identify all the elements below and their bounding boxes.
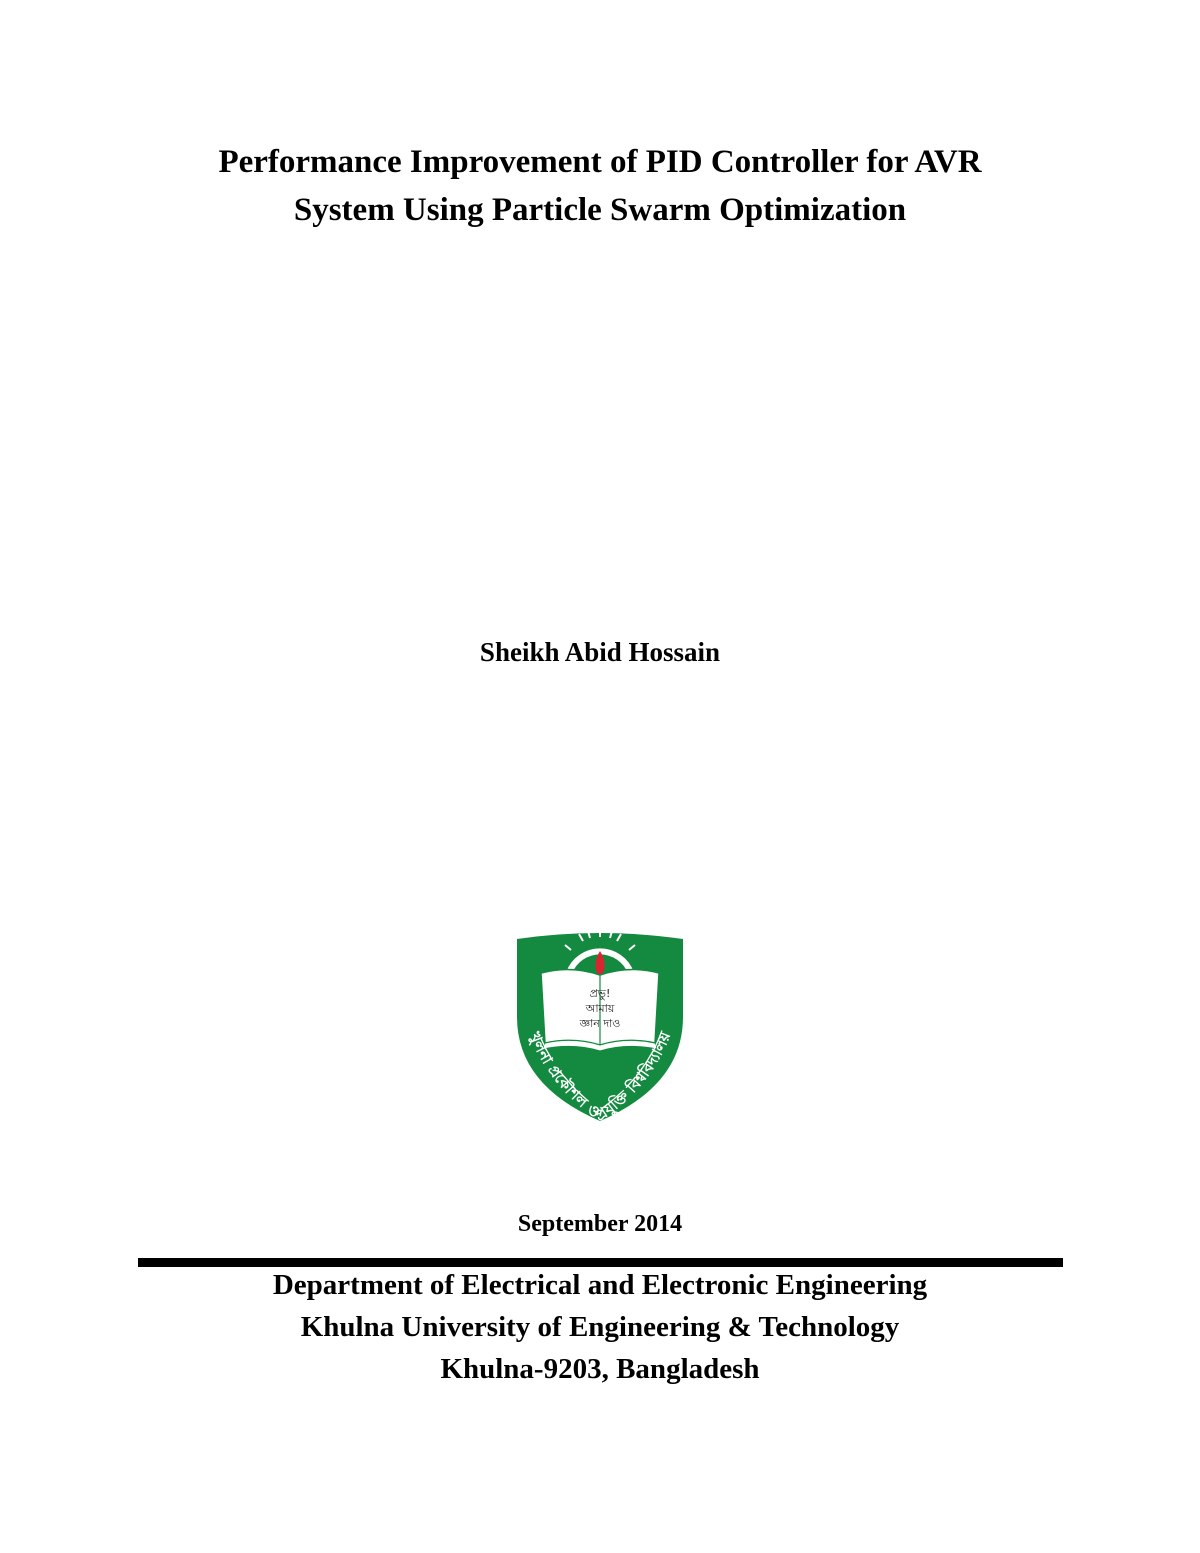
title-line-1: Performance Improvement of PID Controller for AVR (218, 144, 982, 180)
university-logo-icon (505, 925, 695, 1125)
university-address: Khulna-9203, Bangladesh (440, 1353, 760, 1385)
logo-book-text-3: জ্ঞান দাও (579, 1017, 621, 1030)
title-line-2: System Using Particle Swarm Optimization (293, 192, 907, 228)
university-name: Khulna University of Engineering & Technology (300, 1311, 900, 1343)
logo-ring-text: খুলনা প্রকৌশল ও প্রযুক্তি বিশ্ববিদ্যালয় (525, 1029, 675, 1125)
affiliation-block (0, 1264, 1200, 1390)
thesis-title (0, 138, 1200, 234)
logo-book-text-1: প্রভু! (589, 987, 611, 1000)
author-name: Sheikh Abid Hossain (479, 637, 721, 667)
submission-date: September 2014 (517, 1211, 683, 1237)
logo-book-text-2: আমায় (585, 1002, 615, 1015)
department-name: Department of Electrical and Electronic Engineering (272, 1269, 928, 1301)
